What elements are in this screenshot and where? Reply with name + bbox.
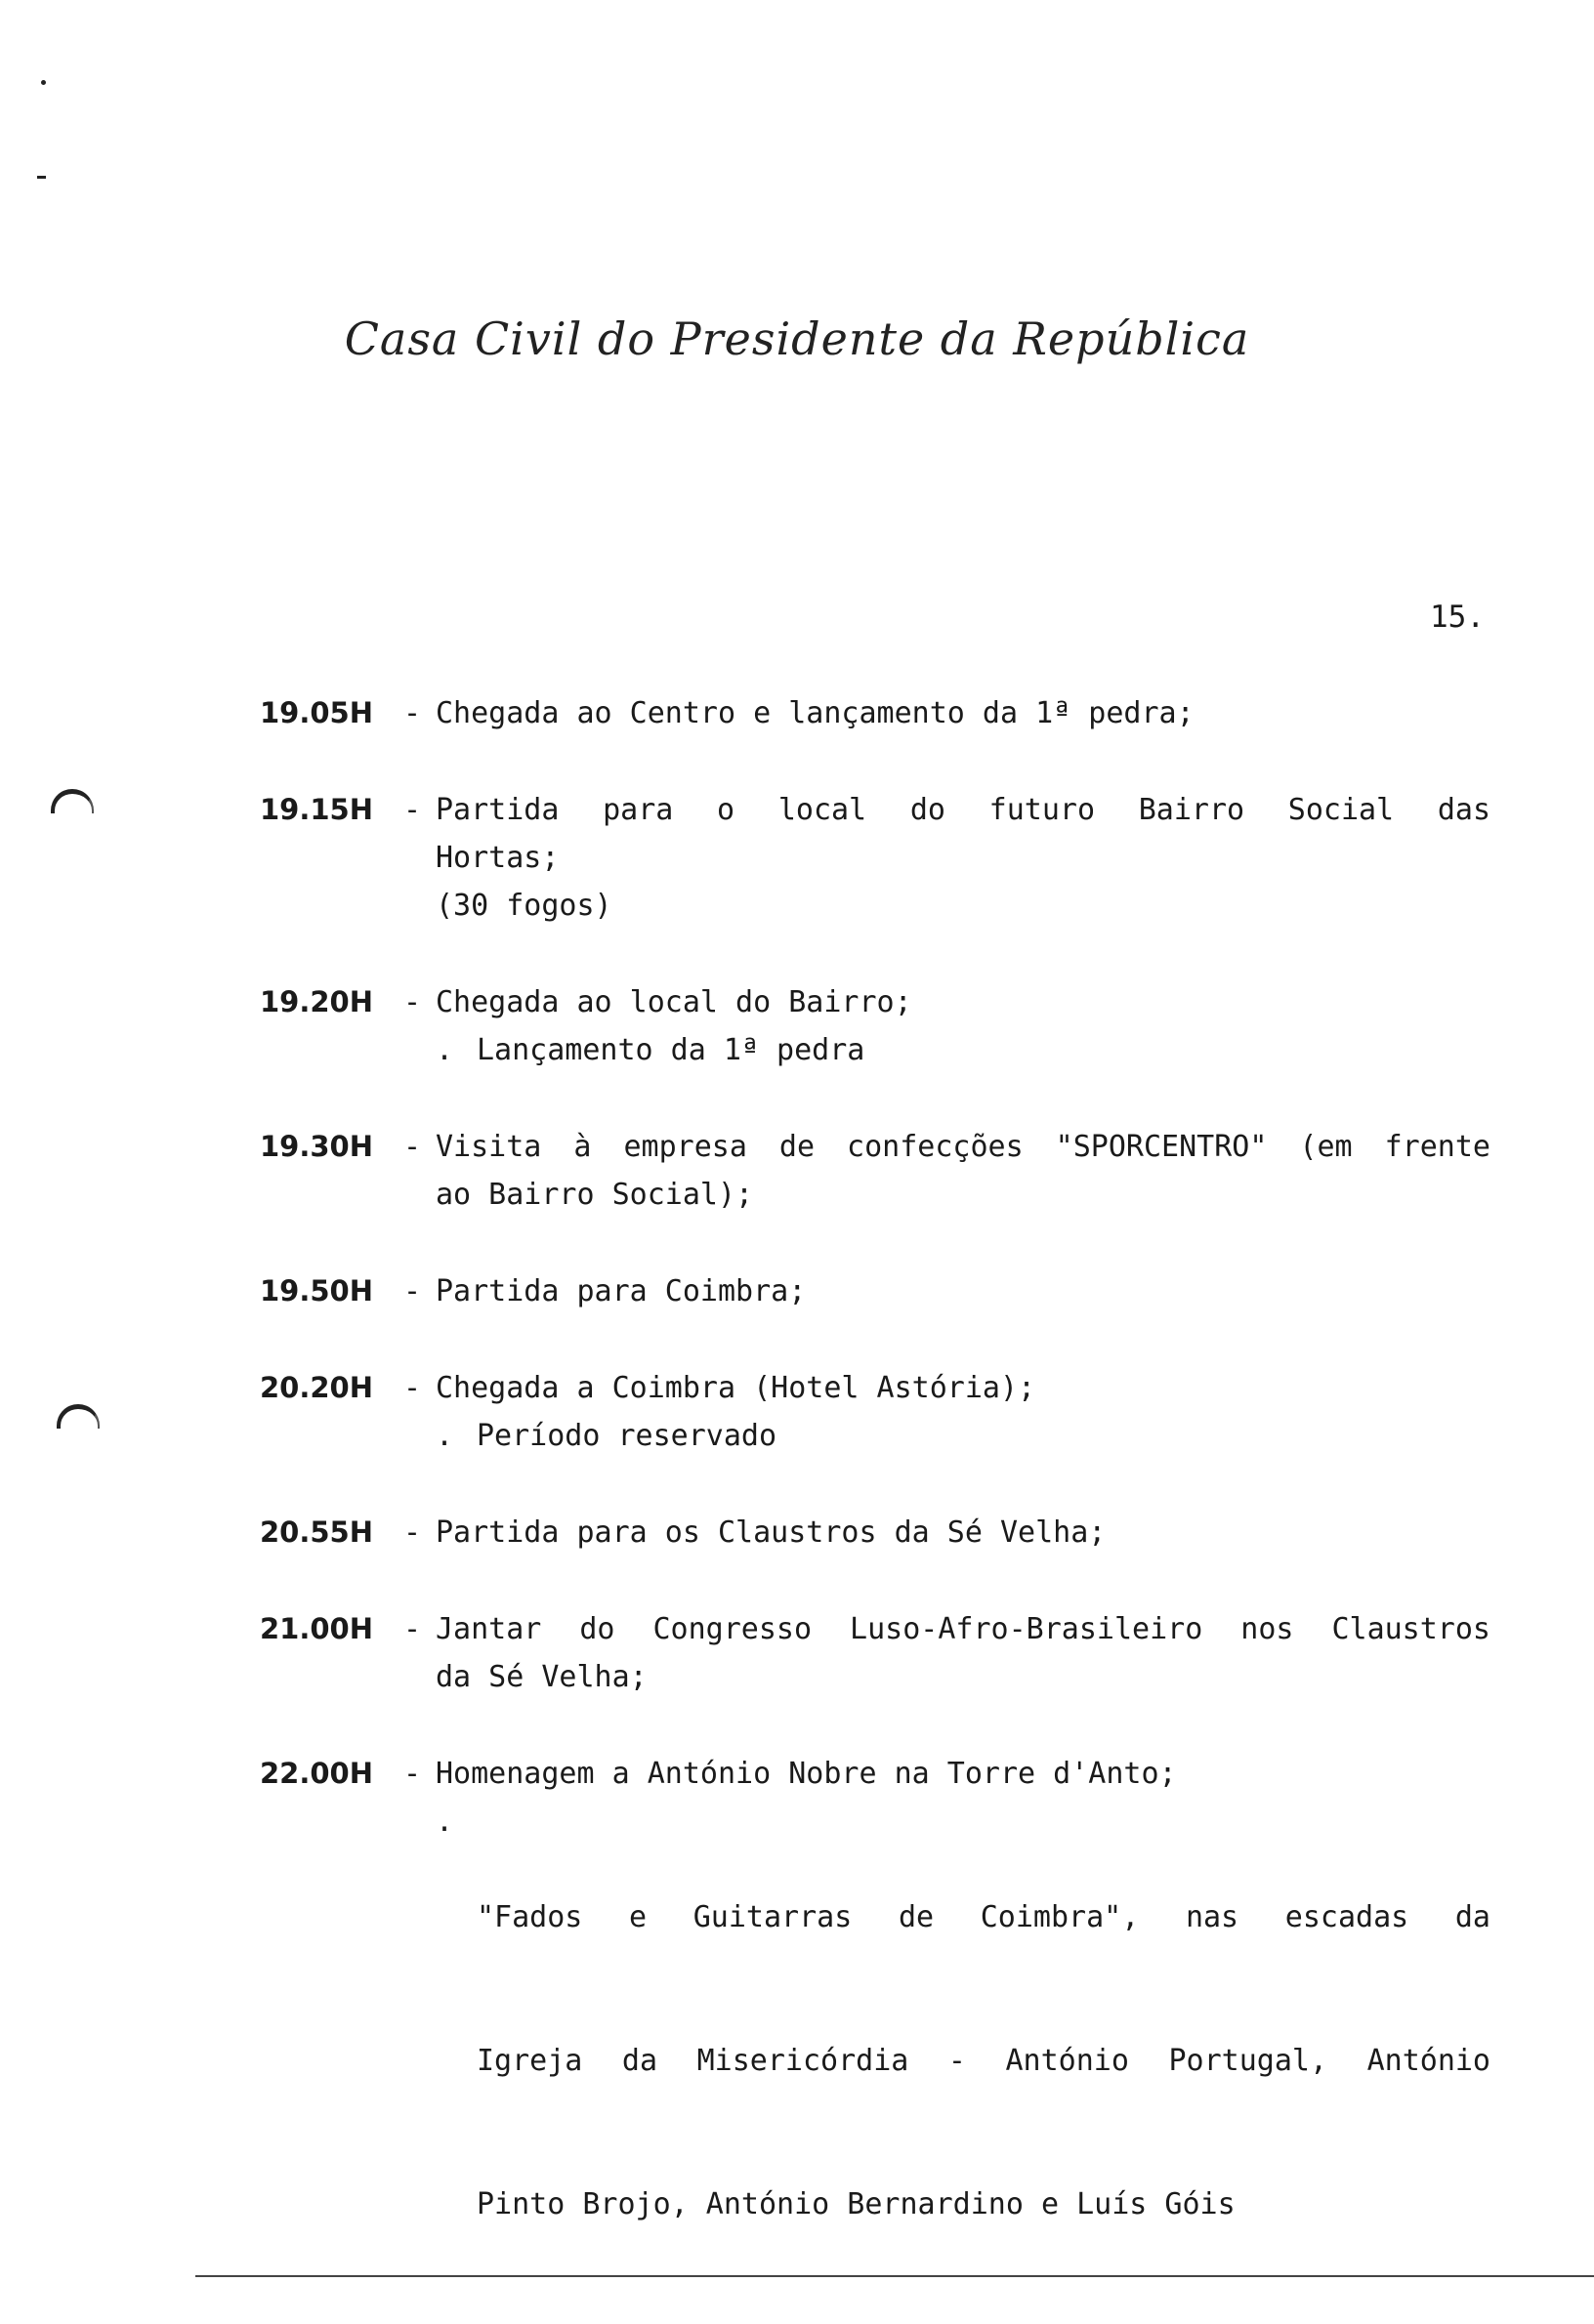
entry-dash: - (402, 1130, 422, 1164)
description-line: Jantar do Congresso Luso-Afro-Brasileiro nos Claustros (436, 1612, 1490, 1646)
entry-description (436, 689, 1490, 737)
entry-dash: - (402, 793, 422, 827)
description-line: Visita à empresa de confecções "SPORCENTRO" (em frente (436, 1130, 1490, 1164)
entry-time: 21.00H (260, 1612, 373, 1645)
entry-time: 20.55H (260, 1515, 373, 1549)
sub-item-text: Período reservado (477, 1419, 777, 1453)
entry-time: 22.00H (260, 1757, 373, 1790)
punch-hole-mark (57, 1404, 100, 1429)
entry-time: 19.05H (260, 696, 373, 729)
schedule-entry (260, 1364, 1490, 1460)
schedule-entry (260, 1267, 1490, 1315)
entry-description (436, 1605, 1490, 1701)
sub-item-line: "Fados e Guitarras de Coimbra", nas escadas da (477, 1900, 1490, 1934)
entry-description (436, 978, 1490, 1074)
entry-description (436, 1750, 1490, 2324)
description-line: Partida para os Claustros da Sé Velha; (436, 1515, 1107, 1550)
entry-time: 19.50H (260, 1274, 373, 1307)
schedule-entry (260, 978, 1490, 1074)
entry-dash: - (402, 696, 422, 730)
schedule-entry (260, 786, 1490, 930)
entry-description (436, 1509, 1490, 1556)
entry-dash: - (402, 1371, 422, 1405)
schedule-entry (260, 1123, 1490, 1219)
sub-item (436, 1026, 1490, 1074)
schedule-entry (260, 689, 1490, 737)
page-number: 15. (1430, 600, 1485, 635)
entry-description (436, 1123, 1490, 1219)
sub-item-text-block (477, 1798, 1490, 2324)
description-line: ao Bairro Social); (436, 1178, 754, 1212)
sub-item (436, 1412, 1490, 1460)
scan-edge-line (195, 2275, 1594, 2277)
description-line: (30 fogos) (436, 889, 612, 923)
description-line: Hortas; (436, 841, 560, 875)
description-line: da Sé Velha; (436, 1660, 648, 1694)
letterhead: Casa Civil do Presidente da República (344, 312, 1250, 365)
description-line: Chegada ao local do Bairro; (436, 985, 912, 1019)
sub-bullet: . (436, 1419, 454, 1453)
sub-item-line: Pinto Brojo, António Bernardino e Luís Góis (477, 2187, 1236, 2221)
schedule-list (260, 689, 1490, 2324)
entry-time: 20.20H (260, 1371, 373, 1404)
entry-time: 19.30H (260, 1130, 373, 1163)
sub-bullet: . (436, 1033, 454, 1067)
entry-time: 19.15H (260, 793, 373, 826)
sub-item-text: Lançamento da 1ª pedra (477, 1033, 865, 1067)
sub-item (436, 1798, 1490, 2324)
sub-item-line: Igreja da Misericórdia - António Portugal, António (477, 2044, 1490, 2078)
punch-hole-mark (51, 789, 94, 813)
scan-speck (37, 176, 46, 179)
description-line: Homenagem a António Nobre na Torre d'Anto; (436, 1757, 1177, 1791)
entry-dash: - (402, 1757, 422, 1791)
description-line: Partida para Coimbra; (436, 1274, 807, 1308)
entry-time: 19.20H (260, 985, 373, 1018)
description-line: Chegada a Coimbra (Hotel Astória); (436, 1371, 1036, 1405)
entry-dash: - (402, 1274, 422, 1308)
scan-speck (41, 80, 46, 85)
entry-description (436, 1364, 1490, 1460)
schedule-entry (260, 1605, 1490, 1701)
entry-dash: - (402, 1612, 422, 1646)
description-line: Partida para o local do futuro Bairro Social das (436, 793, 1490, 827)
entry-description (436, 1267, 1490, 1315)
entry-description (436, 786, 1490, 930)
schedule-entry (260, 1509, 1490, 1556)
description-line: Chegada ao Centro e lançamento da 1ª pedra; (436, 696, 1195, 730)
schedule-entry (260, 1750, 1490, 2324)
entry-dash: - (402, 985, 422, 1019)
entry-dash: - (402, 1515, 422, 1550)
sub-bullet: . (436, 1805, 454, 1839)
